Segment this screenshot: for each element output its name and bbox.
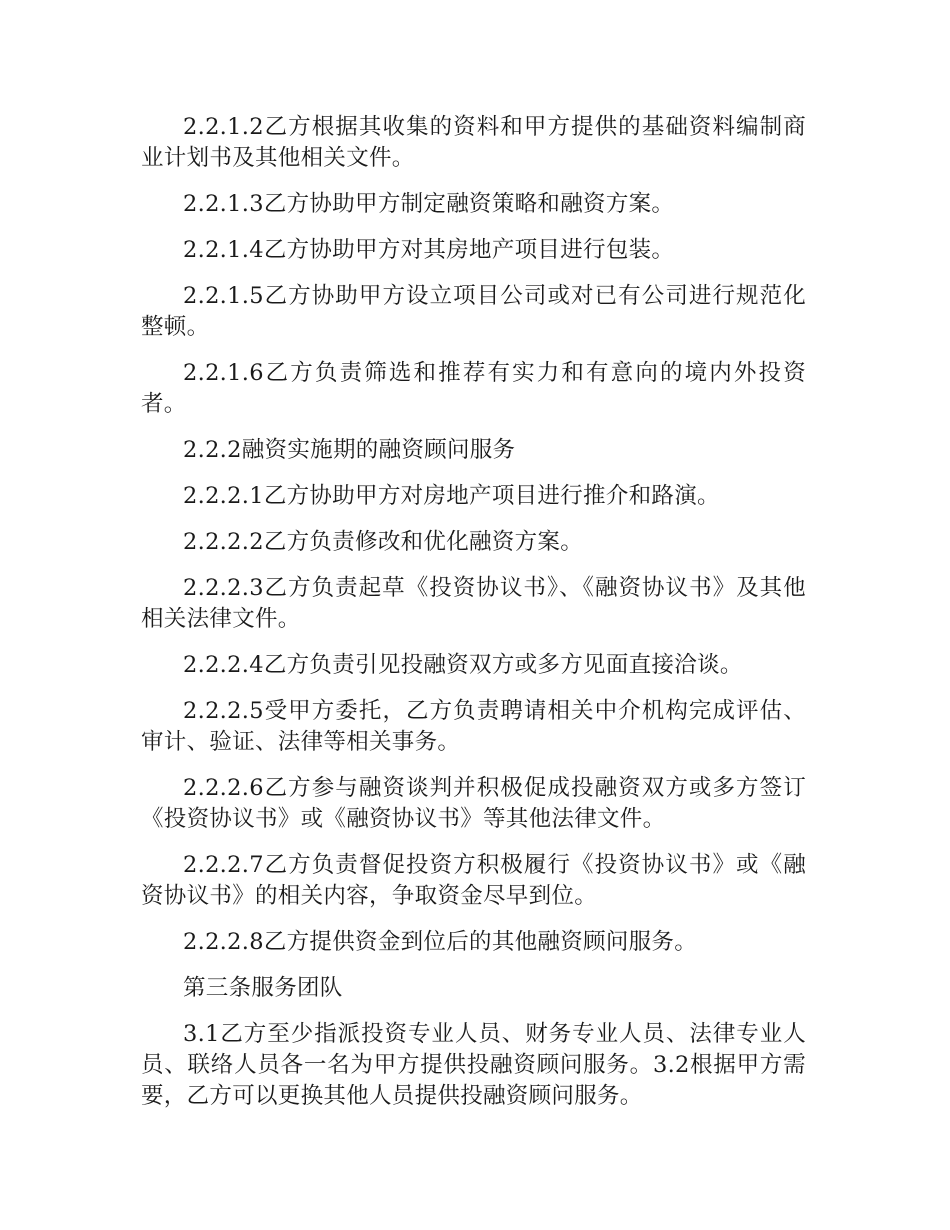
clause-2-2-1-5: 2.2.1.5乙方协助甲方设立项目公司或对已有公司进行规范化整顿。 — [141, 283, 806, 340]
clause-2-2-2-6: 2.2.2.6乙方参与融资谈判并积极促成投融资双方或多方签订《投资协议书》或《融资协议书》等其他法律文件。 — [141, 775, 806, 832]
clause-2-2-2-8: 2.2.2.8乙方提供资金到位后的其他融资顾问服务。 — [183, 929, 698, 955]
clause-2-2-1-2: 2.2.1.2乙方根据其收集的资料和甲方提供的基础资料编制商业计划书及其他相关文件。 — [141, 114, 806, 171]
article-heading-3: 第三条服务团队 — [183, 975, 343, 1001]
clause-2-2-2-4: 2.2.2.4乙方负责引见投融资双方或多方见面直接洽谈。 — [183, 652, 743, 678]
clause-2-2-2-1: 2.2.2.1乙方协助甲方对房地产项目进行推介和路演。 — [183, 483, 720, 509]
clause-2-2-2-7: 2.2.2.7乙方负责督促投资方积极履行《投资协议书》或《融资协议书》的相关内容，争取资金尽早到位。 — [141, 852, 806, 909]
clause-2-2-1-3: 2.2.1.3乙方协助甲方制定融资策略和融资方案。 — [183, 191, 675, 217]
clause-2-2-1-6: 2.2.1.6乙方负责筛选和推荐有实力和有意向的境内外投资者。 — [141, 360, 806, 417]
clause-2-2-2-5: 2.2.2.5受甲方委托，乙方负责聘请相关中介机构完成评估、审计、验证、法律等相关事务。 — [141, 698, 806, 755]
clause-2-2-2-2: 2.2.2.2乙方负责修改和优化融资方案。 — [183, 529, 584, 555]
clause-2-2-2-3: 2.2.2.3乙方负责起草《投资协议书》、《融资协议书》及其他相关法律文件。 — [141, 575, 806, 632]
document-body — [141, 112, 806, 1127]
clause-3-1-3-2: 3.1乙方至少指派投资专业人员、财务专业人员、法律专业人员、联络人员各一名为甲方提供投融资顾问服务。3.2根据甲方需要，乙方可以更换其他人员提供投融资顾问服务。 — [141, 1021, 806, 1109]
clause-2-2-1-4: 2.2.1.4乙方协助甲方对其房地产项目进行包装。 — [183, 237, 675, 263]
section-heading-2-2-2: 2.2.2融资实施期的融资顾问服务 — [183, 437, 516, 463]
